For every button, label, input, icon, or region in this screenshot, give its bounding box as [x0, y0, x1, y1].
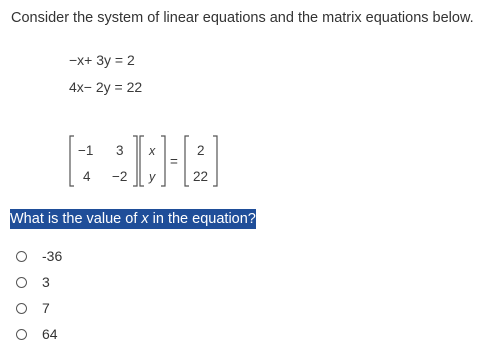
- matrix-cell-1-1: −1: [78, 143, 94, 158]
- radio-button-icon[interactable]: [16, 251, 27, 262]
- highlighted-question: [10, 209, 256, 229]
- question-variable: x: [141, 211, 149, 227]
- answer-option-4[interactable]: [16, 326, 58, 342]
- answer-option-label: 64: [42, 326, 58, 342]
- answer-option-2[interactable]: [16, 274, 50, 290]
- matrix-cell-1-2: 3: [116, 143, 124, 158]
- vector-constant-2: 22: [193, 169, 209, 184]
- matrix-cell-2-2: −2: [112, 169, 128, 184]
- coefficient-matrix-left-bracket: [70, 136, 74, 186]
- vector-variable-y: y: [149, 170, 156, 184]
- equation-1: −x+ 3y = 2: [69, 52, 135, 68]
- radio-button-icon[interactable]: [16, 277, 27, 288]
- answer-option-3[interactable]: [16, 300, 50, 316]
- answer-option-label: 3: [42, 274, 50, 290]
- radio-button-icon[interactable]: [16, 329, 27, 340]
- answer-option-1[interactable]: [16, 248, 62, 264]
- constant-vector-left-bracket: [185, 136, 189, 186]
- matrix-cell-2-1: 4: [83, 169, 91, 184]
- equals-sign: =: [170, 154, 178, 169]
- radio-button-icon[interactable]: [16, 303, 27, 314]
- vector-constant-1: 2: [197, 143, 205, 158]
- variable-vector-right-bracket: [161, 136, 165, 186]
- variable-vector-left-bracket: [140, 136, 144, 186]
- question-text-end: in the equation?: [148, 211, 256, 227]
- question-text-start: What is the value of: [10, 211, 142, 227]
- coefficient-matrix-right-bracket: [133, 136, 137, 186]
- question-prompt: Consider the system of linear equations and the matrix equations below.: [11, 10, 474, 26]
- equation-2: 4x− 2y = 22: [69, 79, 143, 95]
- constant-vector-right-bracket: [213, 136, 217, 186]
- answer-option-label: 7: [42, 300, 50, 316]
- vector-variable-x: x: [149, 144, 156, 158]
- answer-option-label: -36: [42, 248, 63, 264]
